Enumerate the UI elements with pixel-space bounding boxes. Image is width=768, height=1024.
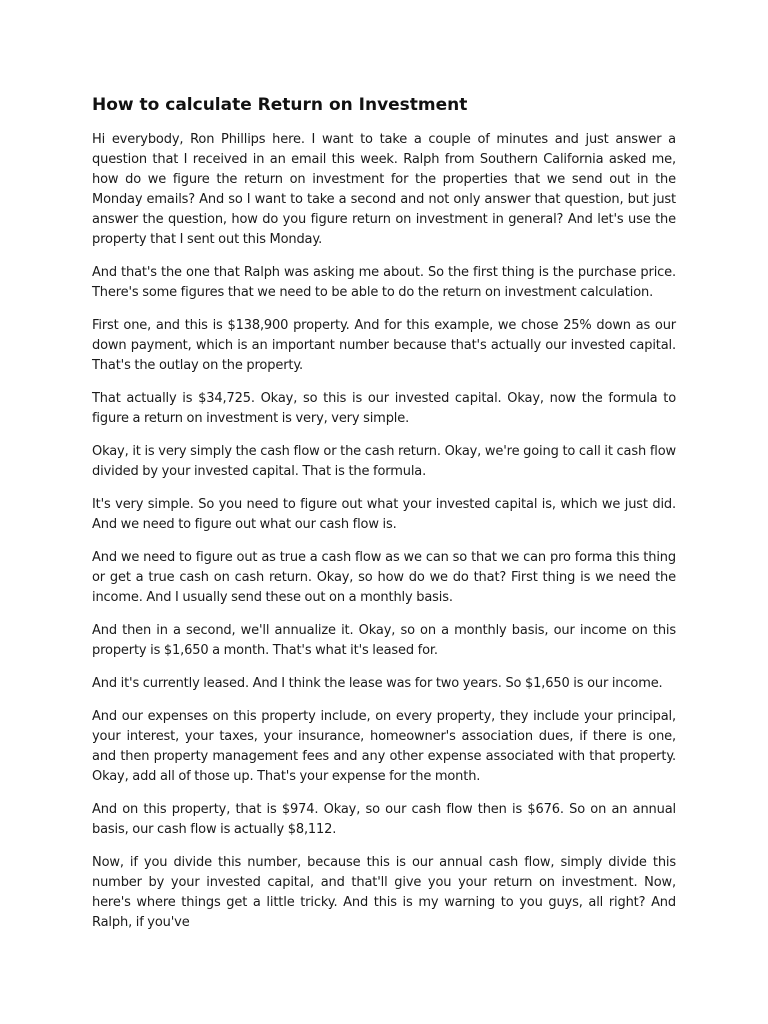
- paragraph-9: And it's currently leased. And I think the lease was for two years. So $1,650 is our income.: [92, 676, 663, 691]
- paragraph-12: Now, if you divide this number, because this is our annual cash flow, simply divide this number by your invested capital, and that'll give you your return on investment. Now, here's where things get a little tricky. And this is my warning to you guys, all right? And Ralph, if you've: [92, 855, 676, 930]
- document-page: [92, 93, 676, 946]
- paragraph-5: Okay, it is very simply the cash flow or the cash return. Okay, we're going to call it cash flow divided by your invested capital. That is the formula.: [92, 444, 676, 479]
- paragraph-11: And on this property, that is $974. Okay, so our cash flow then is $676. So on an annual basis, our cash flow is actually $8,112.: [92, 802, 676, 837]
- paragraph-1: Hi everybody, Ron Phillips here. I want to take a couple of minutes and just answer a question that I received in an email this week. Ralph from Southern California asked me, how do we figure the return on investment for the properties that we send out in the Monday emails? And so I want to take a second and not only answer that question, but just answer the question, how do you figure return on investment in general? And let's use the property that I sent out this Monday.: [92, 132, 676, 247]
- paragraph-3: First one, and this is $138,900 property. And for this example, we chose 25% down as our down payment, which is an important number because that's actually our invested capital. That's the outlay on the property.: [92, 318, 676, 373]
- paragraph-10: And our expenses on this property include, on every property, they include your principal, your interest, your taxes, your insurance, homeowner's association dues, if there is one, and then property management fees and any other expense associated with that property. Okay, add all of those up. That's your expense for the month.: [92, 709, 676, 784]
- paragraph-4: That actually is $34,725. Okay, so this is our invested capital. Okay, now the formula to figure a return on investment is very, very simple.: [92, 391, 676, 426]
- document-title: How to calculate Return on Investment: [92, 95, 468, 115]
- paragraph-8: And then in a second, we'll annualize it. Okay, so on a monthly basis, our income on this property is $1,650 a month. That's what it's leased for.: [92, 623, 676, 658]
- paragraph-7: And we need to figure out as true a cash flow as we can so that we can pro forma this thing or get a true cash on cash return. Okay, so how do we do that? First thing is we need the income. And I usually send these out on a monthly basis.: [92, 550, 676, 605]
- paragraph-6: It's very simple. So you need to figure out what your invested capital is, which we just did. And we need to figure out what our cash flow is.: [92, 497, 676, 532]
- paragraph-2: And that's the one that Ralph was asking me about. So the first thing is the purchase price. There's some figures that we need to be able to do the return on investment calculation.: [92, 265, 676, 300]
